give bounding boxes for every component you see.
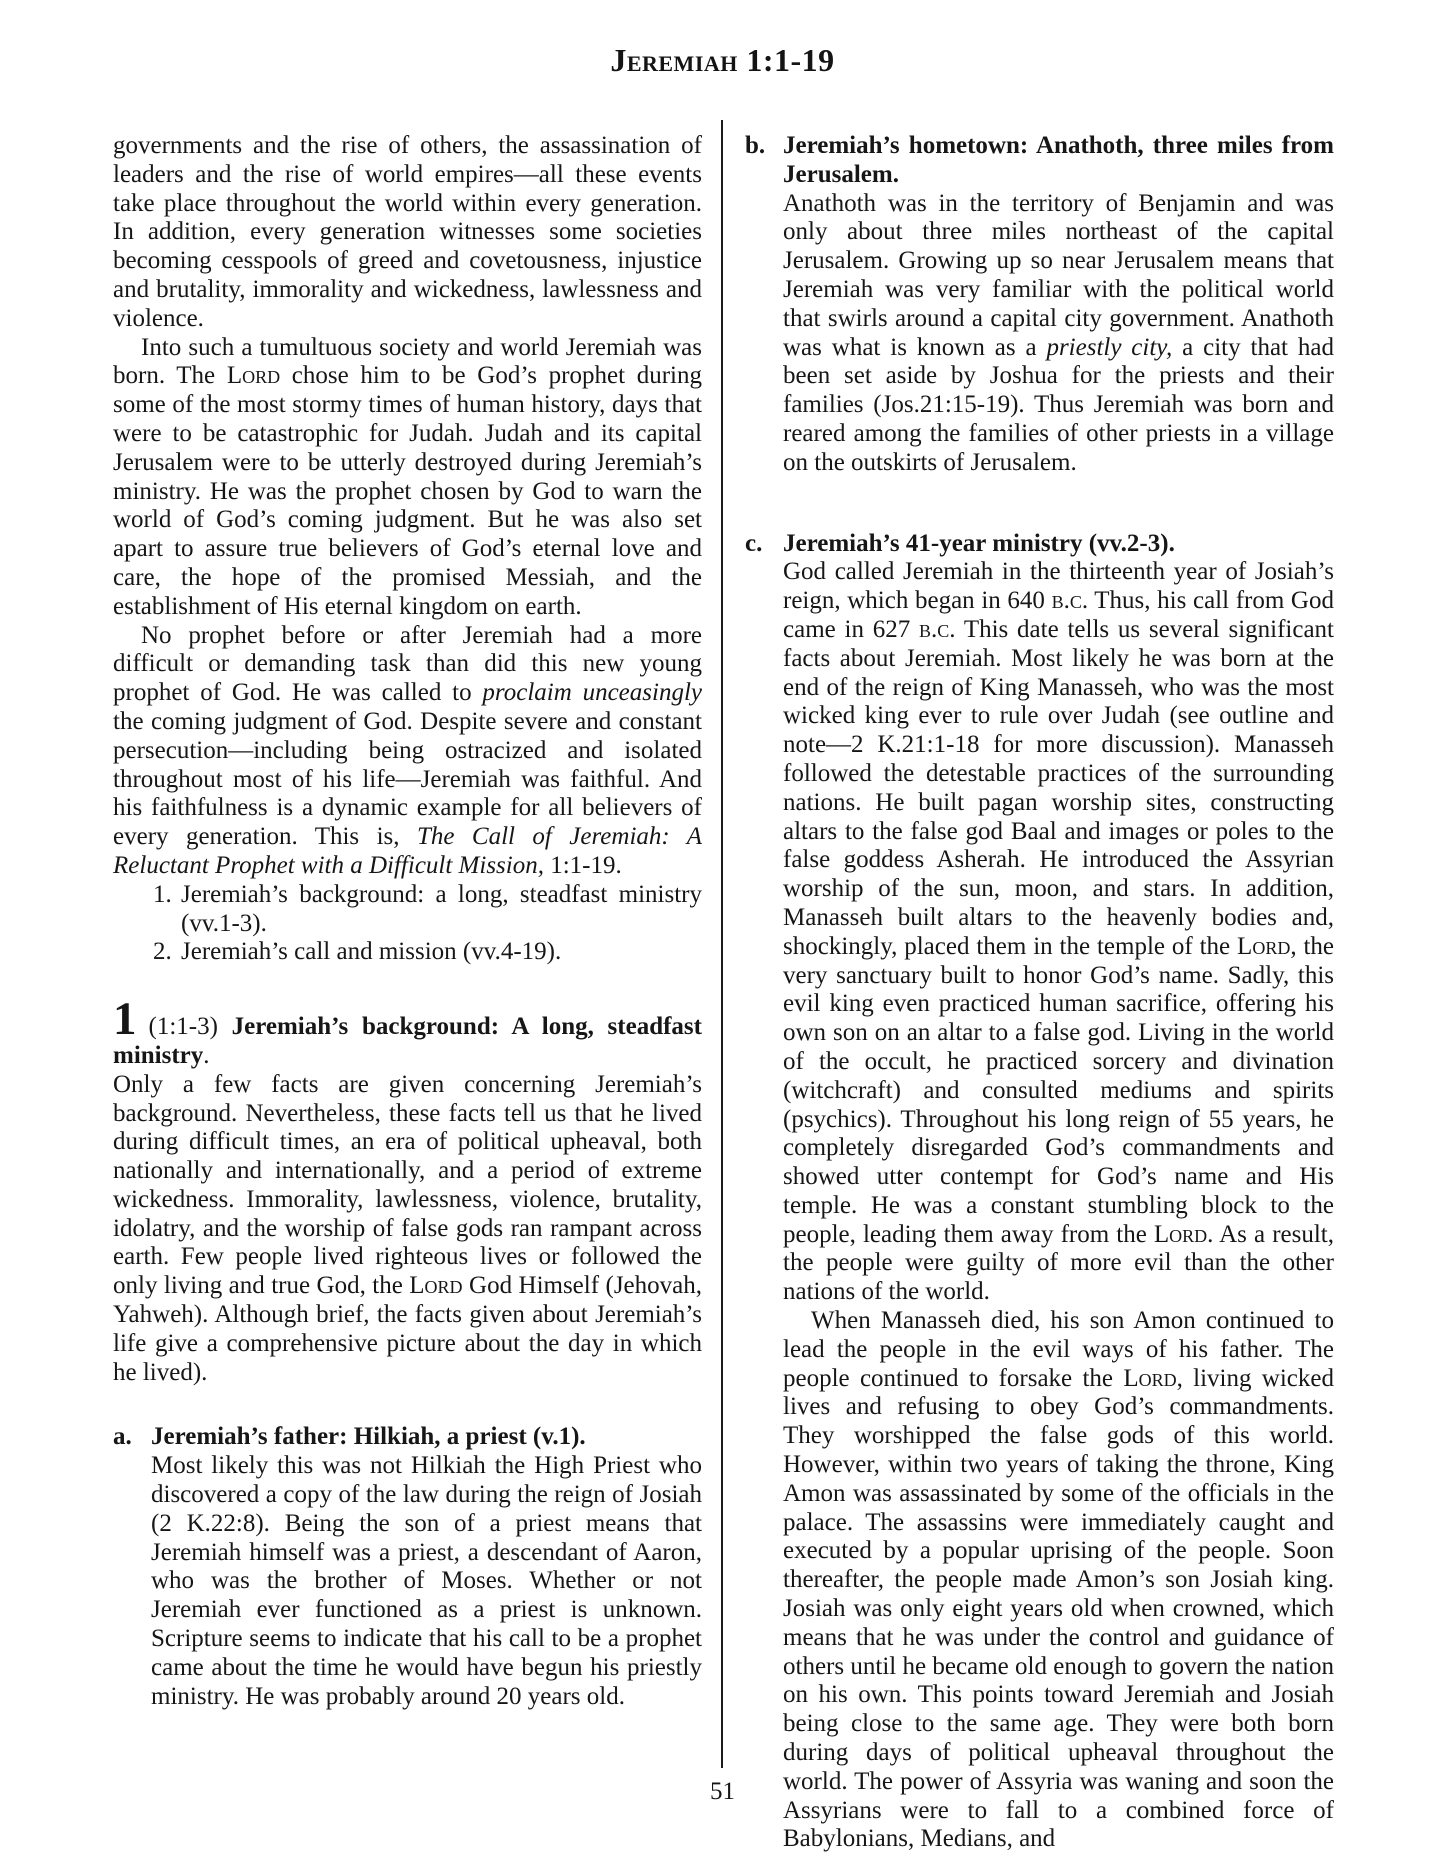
section-title: [783, 132, 1334, 190]
paragraph: [113, 1071, 702, 1388]
paragraph: [113, 132, 702, 334]
right-column: [745, 132, 1334, 1854]
text-segment: Thus, his call from God came in 627: [783, 587, 1334, 643]
list-item-text: [181, 938, 702, 967]
text-segment: the coming judgment of God. Despite severe and constant persecution—including being ostracized and isolated throughout most of his life—Jeremiah was faithful. And his faithfulness is a dynamic example for all believers of every generation. This is,: [113, 707, 702, 851]
section-paragraph: [783, 190, 1334, 478]
section-marker: c.: [745, 529, 763, 557]
italic-text: priestly city,: [1046, 333, 1173, 361]
left-column: [113, 132, 702, 1854]
small-caps-text: Lord: [1123, 1364, 1177, 1392]
italic-text: The Call of Jeremiah: A Reluctant Prophet with a Difficult Mission,: [113, 823, 702, 879]
list-item-text: [181, 881, 702, 939]
section-marker: b.: [745, 132, 766, 159]
text-segment: Jeremiah’s hometown: Anathoth, three miles from Jerusalem.: [783, 132, 1334, 188]
chapter-heading: [113, 993, 702, 1071]
section-heading: [745, 530, 1334, 559]
section-heading: [745, 132, 1334, 190]
text-segment: , living wicked lives and refusing to obey God’s commandments. They worshipped the false gods of this world. However, within two years of taking the throne, King Amon was assassinated by some of the officials in the palace. The assassins were immediately caught and executed by a popular uprising of the people. Soon thereafter, the people made Amon’s son Josiah king. Josiah was only eight years old when crowned, which means that he was under the control and guidance of others until he became old enough to govern the nation on his own. This points toward Jeremiah and Josiah being close to the same age. They were both born during days of political upheaval throughout the world. The power of Assyria was waning and soon the Assyrians were to fall to a combined force of Babylonians, Medians, and: [783, 1364, 1334, 1853]
text-segment: governments and the rise of others, the assassination of leaders and the rise of world empires—all these events take place throughout the world within every generation. In addition, every generation witnesses some societies becoming cesspools of greed and covetousness, injustice and brutality, immorality and wickedness, lawlessness and violence.: [113, 132, 702, 332]
small-caps-text: Lord: [1153, 1220, 1208, 1248]
small-caps-text: Lord: [1237, 932, 1291, 960]
text-segment: chose him to be God’s prophet during some of the most stormy times of human history, days that were to be catastrophic for Judah. Judah and its capital Jerusalem were to be utterly destroyed during Jeremiah’s ministry. He was the prophet chosen by God to warn the world of God’s coming judgment. But he was also set apart to assure true believers of God’s eternal love and care, the hope of the promised Messiah, and the establishment of His eternal kingdom on earth.: [113, 362, 702, 620]
text-segment: , the very sanctuary built to honor God’s name. Sadly, this evil king even practiced human sacrifice, offering his own son on an altar to a false god. Living in the world of the occult, he practiced sorcery and divination (witchcraft) and consulted mediums and spirits (psychics). Throughout his long reign of 55 years, he completely disregarded God’s commandments and showed utter contempt for God’s name and His temple. He was a constant stumbling block to the people, leading them away from the: [783, 932, 1335, 1248]
section-paragraph: [151, 1452, 702, 1711]
text-segment: God Himself (Jehovah, Yahweh). Although brief, the facts given about Jeremiah’s life give a comprehensive picture about the day in which he lived).: [113, 1272, 702, 1386]
section-paragraph: [783, 558, 1334, 1307]
text-segment: Jeremiah’s call and mission (vv.4-19).: [181, 938, 562, 966]
small-caps-text: b.c.: [919, 615, 956, 643]
section-paragraph: [783, 1307, 1334, 1854]
list-marker: 1.: [153, 880, 172, 908]
bold-text: Jeremiah’s background: A long, steadfast ministry: [113, 1013, 702, 1069]
text-segment: 1:1-19.: [543, 851, 622, 879]
text-segment: When Manasseh died, his son Amon continued to lead the people in the evil ways of his father. The people continued to forsake the: [783, 1307, 1334, 1392]
section-heading: [113, 1423, 702, 1452]
chapter-number: 1: [113, 993, 137, 1046]
text-segment: . As a result, the people were guilty of more evil than the other nations of the world.: [783, 1220, 1334, 1306]
text-segment: Jeremiah’s background: a long, steadfast ministry (vv.1-3).: [181, 880, 702, 937]
text-segment: .: [203, 1041, 210, 1069]
small-caps-text: Lord: [409, 1272, 463, 1300]
italic-text: proclaim unceasingly: [482, 679, 702, 707]
page-number: 51: [710, 1778, 735, 1805]
text-segment: Most likely this was not Hilkiah the High Priest who discovered a copy of the law during the reign of Josiah (2 K.22:8). Being the son of a priest means that Jeremiah himself was a priest, a descendant of Aaron, who was the brother of Moses. Whether or not Jeremiah ever functioned as a priest is unknown. Scripture seems to indicate that his call to be a prophet came about the time he would have begun his priestly ministry. He was probably around 20 years old.: [151, 1452, 702, 1710]
text-segment: This date tells us several significant facts about Jeremiah. Most likely he was born at the end of the reign of King Manasseh, who was the most wicked king ever to rule over Judah (see outline and note—2 K.21:1-18 for more discussion). Manasseh followed the detestable practices of the surrounding nations. He built pagan worship sites, constructing altars to the false god Baal and images or poles to the false goddess Asherah. He introduced the Assyrian worship of the sun, moon, and stars. In addition, Manasseh built altars to the heavenly bodies and, shockingly, placed them in the temple of the: [783, 615, 1334, 960]
small-caps-text: Lord: [226, 362, 281, 390]
page-title: Jeremiah 1:1-19: [610, 42, 835, 78]
paragraph: [113, 334, 702, 622]
two-column-layout: [113, 132, 1334, 1854]
section-title: [151, 1423, 702, 1452]
text-segment: God called Jeremiah in the thirteenth year of Josiah’s reign, which began in 640: [783, 558, 1334, 615]
text-segment: a city that had been set aside by Joshua for the priests and their families (Jos.21:15-19). Thus Jeremiah was born and reared among the families of other priests in a village on the outskirts of Jerusalem.: [783, 333, 1334, 476]
text-segment: Only a few facts are given concerning Jeremiah’s background. Nevertheless, these facts tell us that he lived during difficult times, an era of political upheaval, both nationally and internationally, and a period of extreme wickedness. Immorality, lawlessness, violence, brutality, idolatry, and the worship of false gods ran rampant across earth. Few people lived righteous lives or followed the only living and true God, the: [113, 1070, 702, 1300]
text-segment: Anathoth was in the territory of Benjamin and was only about three miles northeast of the capital Jerusalem. Growing up so near Jerusalem means that Jeremiah was very familiar with the political world that swirls around a capital city government. Anathoth was what is known as a: [783, 189, 1334, 361]
small-caps-text: b.c.: [1051, 587, 1089, 615]
paragraph: [113, 622, 702, 881]
text-segment: Into such a tumultuous society and world Jeremiah was born. The: [113, 333, 702, 390]
section-marker: a.: [113, 1423, 132, 1451]
text-segment: Jeremiah’s 41-year ministry (vv.2-3).: [783, 529, 1175, 557]
text-segment: (1:1-3): [148, 1013, 232, 1041]
list-marker: 2.: [153, 938, 172, 966]
text-segment: Jeremiah’s father: Hilkiah, a priest (v.1).: [151, 1423, 586, 1451]
outline-list-item: [153, 881, 702, 939]
text-segment: No prophet before or after Jeremiah had a more difficult or demanding task than did this new young prophet of God. He was called to: [113, 621, 702, 707]
outline-list-item: [153, 938, 702, 967]
section-title: [783, 530, 1334, 559]
